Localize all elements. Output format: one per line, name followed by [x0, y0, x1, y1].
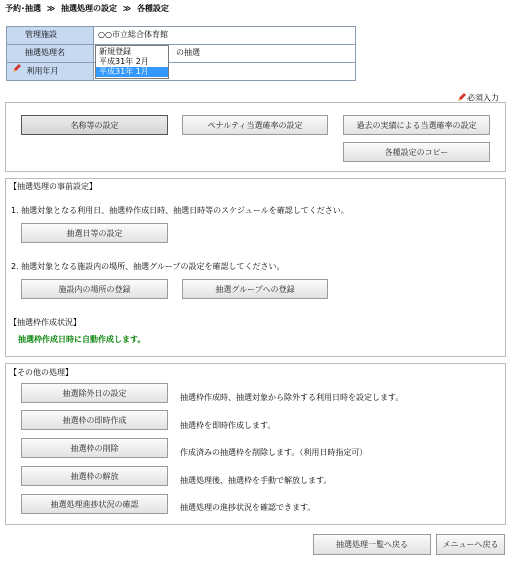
exclusion-date-button[interactable]: 抽選除外日の設定 [21, 383, 168, 403]
breadcrumb-item-lottery-settings[interactable]: 抽選処理の設定 [60, 4, 117, 13]
required-note-text: 必須入力 [467, 93, 499, 103]
delete-frame-button[interactable]: 抽選枠の削除 [21, 438, 168, 458]
immediate-create-button[interactable]: 抽選枠の即時作成 [21, 410, 168, 430]
facility-label: 管理施設 [25, 30, 57, 39]
name-settings-button[interactable]: 名称等の設定 [21, 115, 168, 135]
delete-frame-desc: 作成済みの抽選枠を削除します。（利用日時指定可） [180, 448, 368, 457]
pre-settings-step1: 1. 抽選対象となる利用日、抽選枠作成日時、抽選日時等のスケジュールを確認してください。 [11, 206, 349, 215]
past-rate-button[interactable]: 過去の実績による当選確率の設定 [343, 115, 490, 135]
progress-check-desc: 抽選処理の進捗状況を確認できます。 [180, 503, 316, 512]
month-select-dropdown[interactable] [95, 45, 169, 79]
breadcrumb-separator: ≫ [46, 4, 56, 13]
frame-status-text: 抽選枠作成日時に自動作成します。 [18, 335, 146, 344]
month-option[interactable]: 新規登録 [99, 47, 131, 56]
facility-value: ○○市立総合体育館 [98, 30, 168, 39]
back-to-menu-button[interactable]: メニューへ戻る [436, 534, 505, 555]
progress-check-button[interactable]: 抽選処理進捗状況の確認 [21, 494, 168, 514]
breadcrumb [5, 3, 169, 14]
penalty-rate-button[interactable]: ペナルティ当選確率の設定 [182, 115, 328, 135]
pre-settings-title: 【抽選処理の事前設定】 [9, 182, 97, 191]
month-option[interactable]: 平成31年 2月 [99, 57, 149, 66]
location-register-button[interactable]: 施設内の場所の登録 [21, 279, 168, 299]
exclusion-date-desc: 抽選枠作成時、抽選対象から除外する利用日時を設定します。 [180, 393, 404, 402]
required-pencil-icon [12, 63, 22, 79]
breadcrumb-separator: ≫ [122, 4, 132, 13]
back-to-list-button[interactable]: 抽選処理一覧へ戻る [313, 534, 431, 555]
breadcrumb-item-reservation[interactable]: 予約･抽選 [5, 4, 41, 13]
facility-label-cell [6, 26, 94, 45]
frame-status-title: 【抽選枠作成状況】 [9, 318, 81, 327]
pre-settings-step2: 2. 抽選対象となる施設内の場所、抽選グループの設定を確認してください。 [11, 262, 285, 271]
release-frame-desc: 抽選処理後、抽選枠を手動で解放します。 [180, 476, 332, 485]
month-option-selected[interactable]: 平成31年 1月 [96, 67, 168, 77]
month-label: 利用年月 [26, 66, 59, 76]
breadcrumb-item-current: 各種設定 [136, 4, 169, 13]
process-label-cell [6, 44, 94, 63]
schedule-settings-button[interactable]: 抽選日等の設定 [21, 223, 168, 243]
process-value: の抽選 [176, 48, 200, 57]
process-label: 抽選処理名 [25, 48, 65, 57]
immediate-create-desc: 抽選枠を即時作成します。 [180, 421, 276, 430]
other-processing-title: 【その他の処理】 [9, 368, 73, 377]
month-label-cell [6, 62, 94, 81]
facility-value-cell [93, 26, 356, 45]
release-frame-button[interactable]: 抽選枠の解放 [21, 466, 168, 486]
group-register-button[interactable]: 抽選グループへの登録 [182, 279, 328, 299]
copy-settings-button[interactable]: 各種設定のコピー [343, 142, 490, 162]
